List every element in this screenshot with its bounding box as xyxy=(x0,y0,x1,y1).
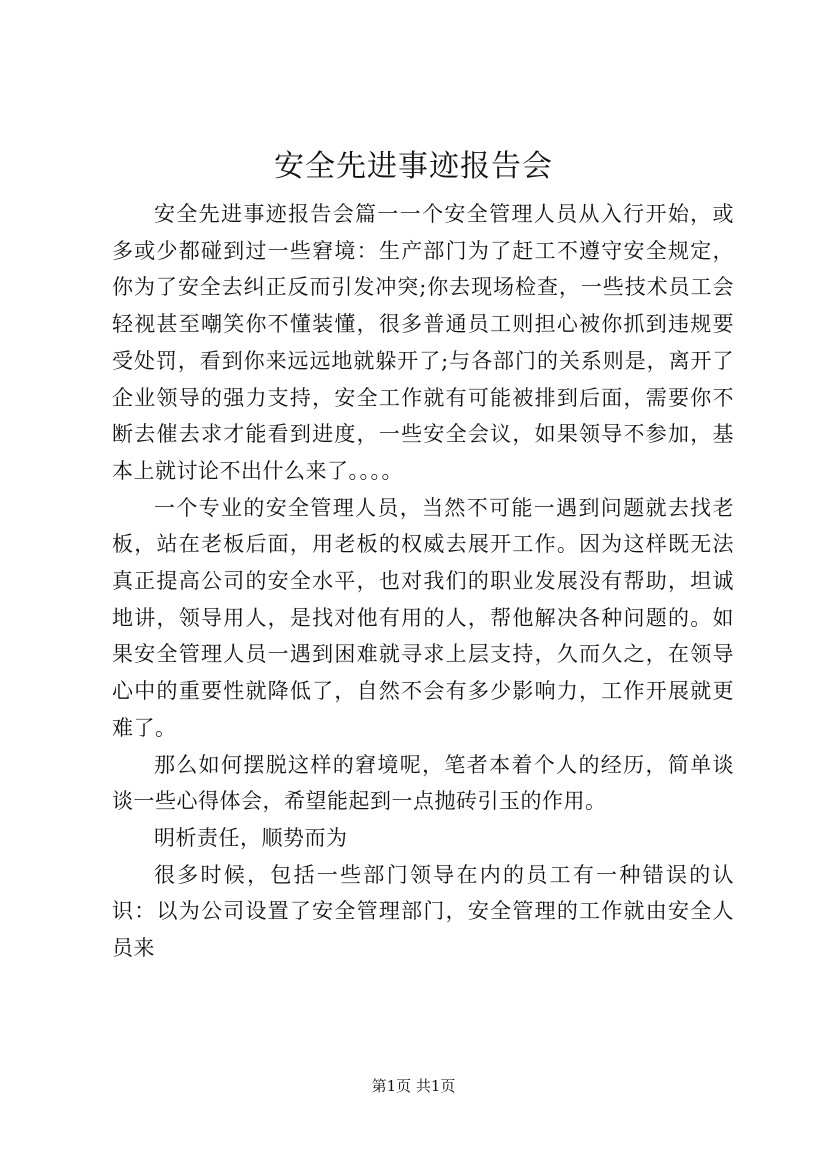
paragraph-3: 那么如何摆脱这样的窘境呢，笔者本着个人的经历，简单谈谈一些心得体会，希望能起到一点抛砖引玉的作用。 xyxy=(112,752,734,814)
section-heading: 明析责任，顺势而为 xyxy=(154,825,348,850)
paragraph-1: 安全先进事迹报告会篇一一个安全管理人员从入行开始，或多或少都碰到过一些窘境：生产部门为了赶工不遵守安全规定，你为了安全去纠正反而引发冲突;你去现场检查，一些技术员工会轻视甚至嘲笑你不懂装懂，很多普通员工则担心被你抓到违规要受处罚，看到你来远远地就躲开了;与各部门的关系则是，离开了企业领导的强力支持，安全工作就有可能被排到后面，需要你不断去催去求才能看到进度，一些安全会议，如果领导不参加，基本上就讨论不出什么来了。。。。 xyxy=(112,202,734,483)
paragraph-4: 很多时候，包括一些部门领导在内的员工有一种错误的认识：以为公司设置了安全管理部门，安全管理的工作就由安全人员来 xyxy=(112,862,734,961)
document-title: 安全先进事迹报告会 xyxy=(274,149,553,184)
page-footer: 第1页 共1页 xyxy=(371,1077,456,1095)
document-body xyxy=(112,196,734,967)
paragraph-2: 一个专业的安全管理人员，当然不可能一遇到问题就去找老板，站在老板后面，用老板的权威去展开工作。因为这样既无法真正提高公司的安全水平，也对我们的职业发展没有帮助，坦诚地讲，领导用人，是找对他有用的人，帮他解决各种问题的。如果安全管理人员一遇到困难就寻求上层支持，久而久之，在领导心中的重要性就降低了，自然不会有多少影响力，工作开展就更难了。 xyxy=(112,495,734,740)
